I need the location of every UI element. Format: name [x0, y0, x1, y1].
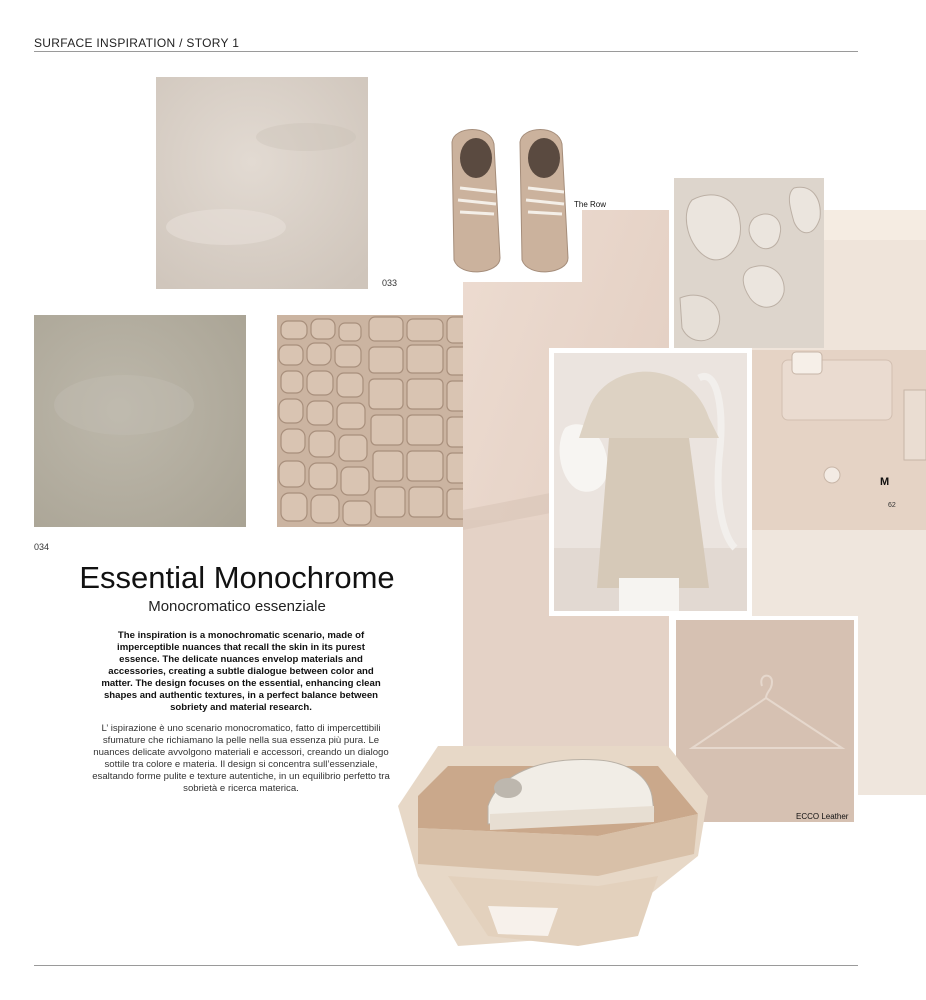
swatch-code-033: 033	[382, 278, 398, 288]
sneaker-on-pedestal-image	[398, 736, 710, 954]
leather-brand-label: ECCO Leather	[796, 812, 849, 821]
swatch-035	[277, 315, 489, 527]
interior-tag: 62	[888, 502, 896, 509]
interior-logo-mark: M	[880, 476, 890, 488]
model-photo	[549, 348, 752, 616]
pedestal-sneaker-photo	[398, 736, 710, 954]
sneakers-photo	[442, 122, 582, 282]
organic-shapes-image	[674, 178, 824, 348]
swatch-code-034: 034	[34, 542, 50, 552]
body-english: The inspiration is a monochromatic scenario, made of imperceptible nuances that recall the skin in its purest essence. The delicate nuances envelop materials and accessories, creating a subtle dialogue between color and matter. The design focuses on the essential, enhancing clean shapes and authentic textures, in a perfect balance between sobriety and material research.	[101, 630, 381, 713]
bottom-divider	[34, 965, 858, 966]
organic-shapes-photo	[674, 178, 824, 348]
page-header: SURFACE INSPIRATION / STORY 1	[34, 36, 240, 50]
sneakers-brand-label: The Row	[574, 200, 607, 209]
swatch-034	[34, 315, 246, 527]
the-row-sneakers-image	[442, 122, 582, 282]
swatch-033	[156, 77, 368, 289]
suede-texture-034	[34, 315, 246, 527]
top-divider	[34, 51, 858, 52]
model-hat-image	[549, 348, 752, 616]
page-subtitle: Monocromatico essenziale	[148, 598, 326, 615]
croc-leather-texture	[277, 315, 489, 527]
suede-texture-033	[156, 77, 368, 289]
page-title: Essential Monochrome	[79, 560, 395, 595]
body-italian: L’ ispirazione è uno scenario monocromatico, fatto di impercettibili sfumature che richiamano la pelle nella sua essenza più pura. Le nuances delicate avvolgono materiali e accessori, creando un dialogo sottile tra colore e materia. Il design si concentra sull’essenziale, esaltando forme pulite e texture autentiche, in un equilibrio perfetto tra sobrietà e ricerca materica.	[92, 723, 390, 794]
